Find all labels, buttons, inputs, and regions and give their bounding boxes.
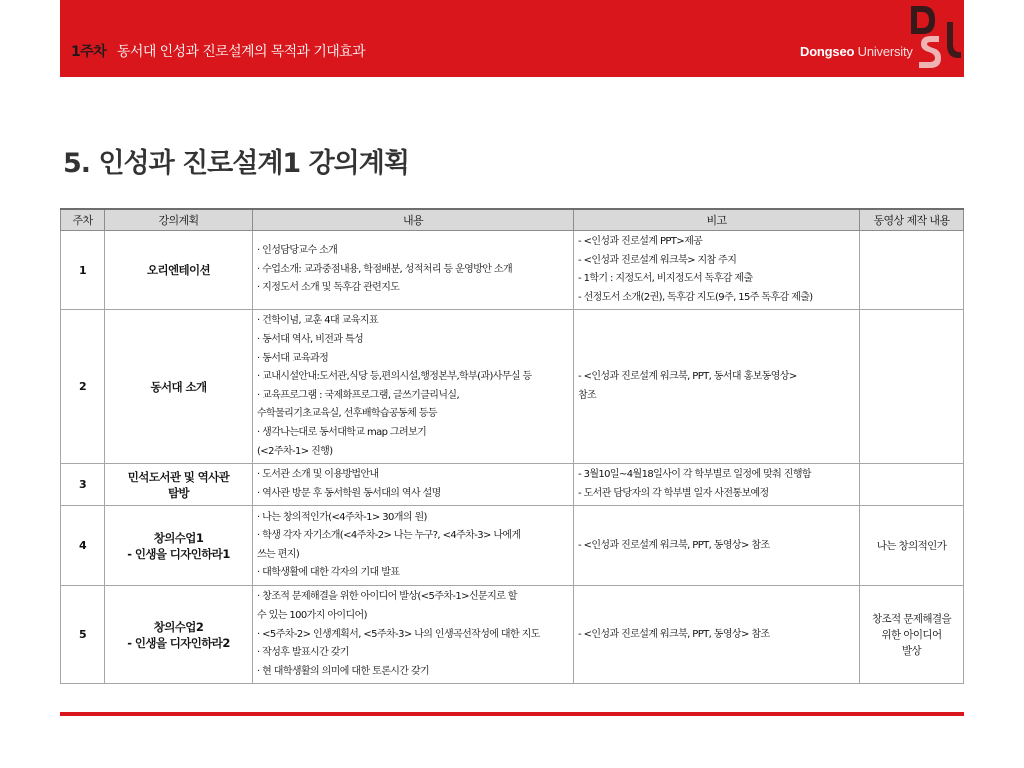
cell-plan (105, 464, 253, 506)
footer-line (60, 712, 964, 716)
cell-plan (105, 310, 253, 464)
header-content: 내용 (253, 209, 574, 231)
table-row (61, 506, 964, 586)
cell-note-line: - 도서관 담당자의 각 학부별 일자 사전통보예정 (578, 487, 769, 499)
cell-plan (105, 506, 253, 586)
cell-video (860, 586, 964, 684)
cell-content-line: · 동서대 교육과정 (257, 352, 329, 364)
cell-content-line: · 역사관 방문 후 동서학원 동서대의 역사 설명 (257, 487, 441, 499)
cell-video (860, 464, 964, 506)
cell-video-line: 창조적 문제해결을 (871, 612, 952, 625)
cell-note (574, 231, 860, 310)
header-bar (60, 0, 964, 77)
cell-plan-line: 창의수업1 (153, 530, 204, 545)
cell-plan-line: 오리엔테이션 (146, 263, 211, 278)
cell-video (860, 310, 964, 464)
cell-week: 1 (61, 231, 105, 310)
cell-week: 3 (61, 464, 105, 506)
cell-content-line: · 창조적 문제해결을 위한 아이디어 발상(<5주차-1>신문지로 할 (257, 591, 517, 603)
cell-content-line: · 작성후 발표시간 갖기 (257, 647, 349, 659)
lecture-plan-table (60, 208, 964, 684)
table-row (61, 231, 964, 310)
cell-content (253, 231, 574, 310)
cell-note-line: - <인성과 진로설계 워크북> 지참 주지 (578, 254, 737, 266)
cell-note-line: - 1학기 : 지정도서, 비지정도서 독후감 제출 (578, 273, 753, 285)
cell-note-line: - 선정도서 소개(2권), 독후감 지도(9주, 15주 독후감 제출) (578, 291, 813, 303)
week-label: 1주차 (71, 44, 107, 60)
header-title: 동서대 인성과 진로설계의 목적과 기대효과 (117, 44, 366, 60)
cell-content-line: · 동서대 역사, 비전과 특성 (257, 333, 364, 345)
cell-video-line: 나는 창의적인가 (876, 539, 947, 552)
cell-plan-line: - 인생을 디자인하라2 (127, 635, 230, 650)
cell-note (574, 586, 860, 684)
header-week: 주차 (61, 209, 105, 231)
cell-content-line: · 인성담당교수 소개 (257, 245, 338, 257)
university-brand (800, 44, 913, 59)
cell-video (860, 506, 964, 586)
cell-content-line: · 대학생활에 대한 각자의 기대 발표 (257, 567, 400, 579)
cell-note-line: 참조 (578, 389, 597, 401)
cell-content (253, 310, 574, 464)
cell-plan-line: 동서대 소개 (150, 379, 207, 394)
table-row (61, 310, 964, 464)
cell-video-line: 발상 (901, 644, 922, 657)
cell-plan (105, 231, 253, 310)
cell-week: 2 (61, 310, 105, 464)
cell-content-line: · 수업소개: 교과중점내용, 학점배분, 성적처리 등 운영방안 소개 (257, 263, 513, 275)
cell-video (860, 231, 964, 310)
cell-note (574, 464, 860, 506)
cell-content-line: · <5주차-2> 인생계획서, <5주차-3> 나의 인생곡선작성에 대한 지도 (257, 628, 540, 640)
cell-content-line: · 학생 각자 자기소개(<4주차-2> 나는 누구?, <4주차-3> 나에게 (257, 530, 521, 542)
cell-content-line: 쓰는 편지) (257, 548, 300, 560)
cell-content-line: · 현 대학생활의 의미에 대한 토론시간 갖기 (257, 665, 430, 677)
header-video: 동영상 제작 내용 (860, 209, 964, 231)
cell-content (253, 506, 574, 586)
cell-week: 5 (61, 586, 105, 684)
cell-content-line: · 건학이념, 교훈 4대 교육지표 (257, 315, 378, 327)
cell-plan (105, 586, 253, 684)
table-row (61, 464, 964, 506)
cell-plan-line: 창의수업2 (153, 619, 204, 634)
cell-content-line: (<2주차-1> 진행) (257, 445, 333, 457)
brand-name: Dongseo (800, 44, 855, 59)
cell-plan-line: 탐방 (167, 485, 190, 500)
cell-note-line: - <인성과 진로설계 워크북, PPT, 동영상> 참조 (578, 628, 770, 640)
cell-content-line: · 지정도서 소개 및 독후감 관련지도 (257, 282, 400, 294)
cell-content-line: · 나는 창의적인가(<4주차-1> 30개의 원) (257, 511, 427, 523)
cell-note-line: - <인성과 진로설계 PPT>제공 (578, 236, 703, 247)
cell-content-line: · 생각나는대로 동서대학교 map 그려보기 (257, 426, 427, 438)
table-header-row (61, 209, 964, 231)
cell-content-line: · 교육프로그램 : 국제화프로그램, 글쓰기클리닉실, (257, 389, 460, 401)
brand-suffix: University (854, 44, 913, 59)
cell-plan-line: 민석도서관 및 역사관 (127, 469, 230, 484)
cell-content (253, 586, 574, 684)
cell-note-line: - 3월10일~4월18일사이 각 학부별로 일정에 맞춰 진행함 (578, 469, 811, 481)
cell-video-line: 위한 아이디어 (881, 628, 942, 641)
page-title: 5. 인성과 진로설계1 강의계획 (63, 148, 409, 179)
cell-note-line: - <인성과 진로설계 워크북, PPT, 동서대 홍보동영상> (578, 371, 797, 383)
cell-content-line: · 교내시설안내:도서관,식당 등,편의시설,행정본부,학부(과)사무실 등 (257, 371, 532, 383)
cell-week: 4 (61, 506, 105, 586)
header-note: 비고 (574, 209, 860, 231)
cell-plan-line: - 인생을 디자인하라1 (127, 546, 230, 561)
cell-content-line: · 도서관 소개 및 이용방법안내 (257, 469, 379, 481)
cell-content-line: 수학물리기초교육실, 선후배학습공동체 등등 (257, 408, 437, 420)
cell-note (574, 310, 860, 464)
table-row (61, 586, 964, 684)
cell-content-line: 수 있는 100가지 아이디어) (257, 609, 367, 621)
cell-note (574, 506, 860, 586)
dsu-logo-icon (903, 2, 965, 78)
header-plan: 강의계획 (105, 209, 253, 231)
cell-note-line: - <인성과 진로설계 워크북, PPT, 동영상> 참조 (578, 539, 770, 551)
cell-content (253, 464, 574, 506)
